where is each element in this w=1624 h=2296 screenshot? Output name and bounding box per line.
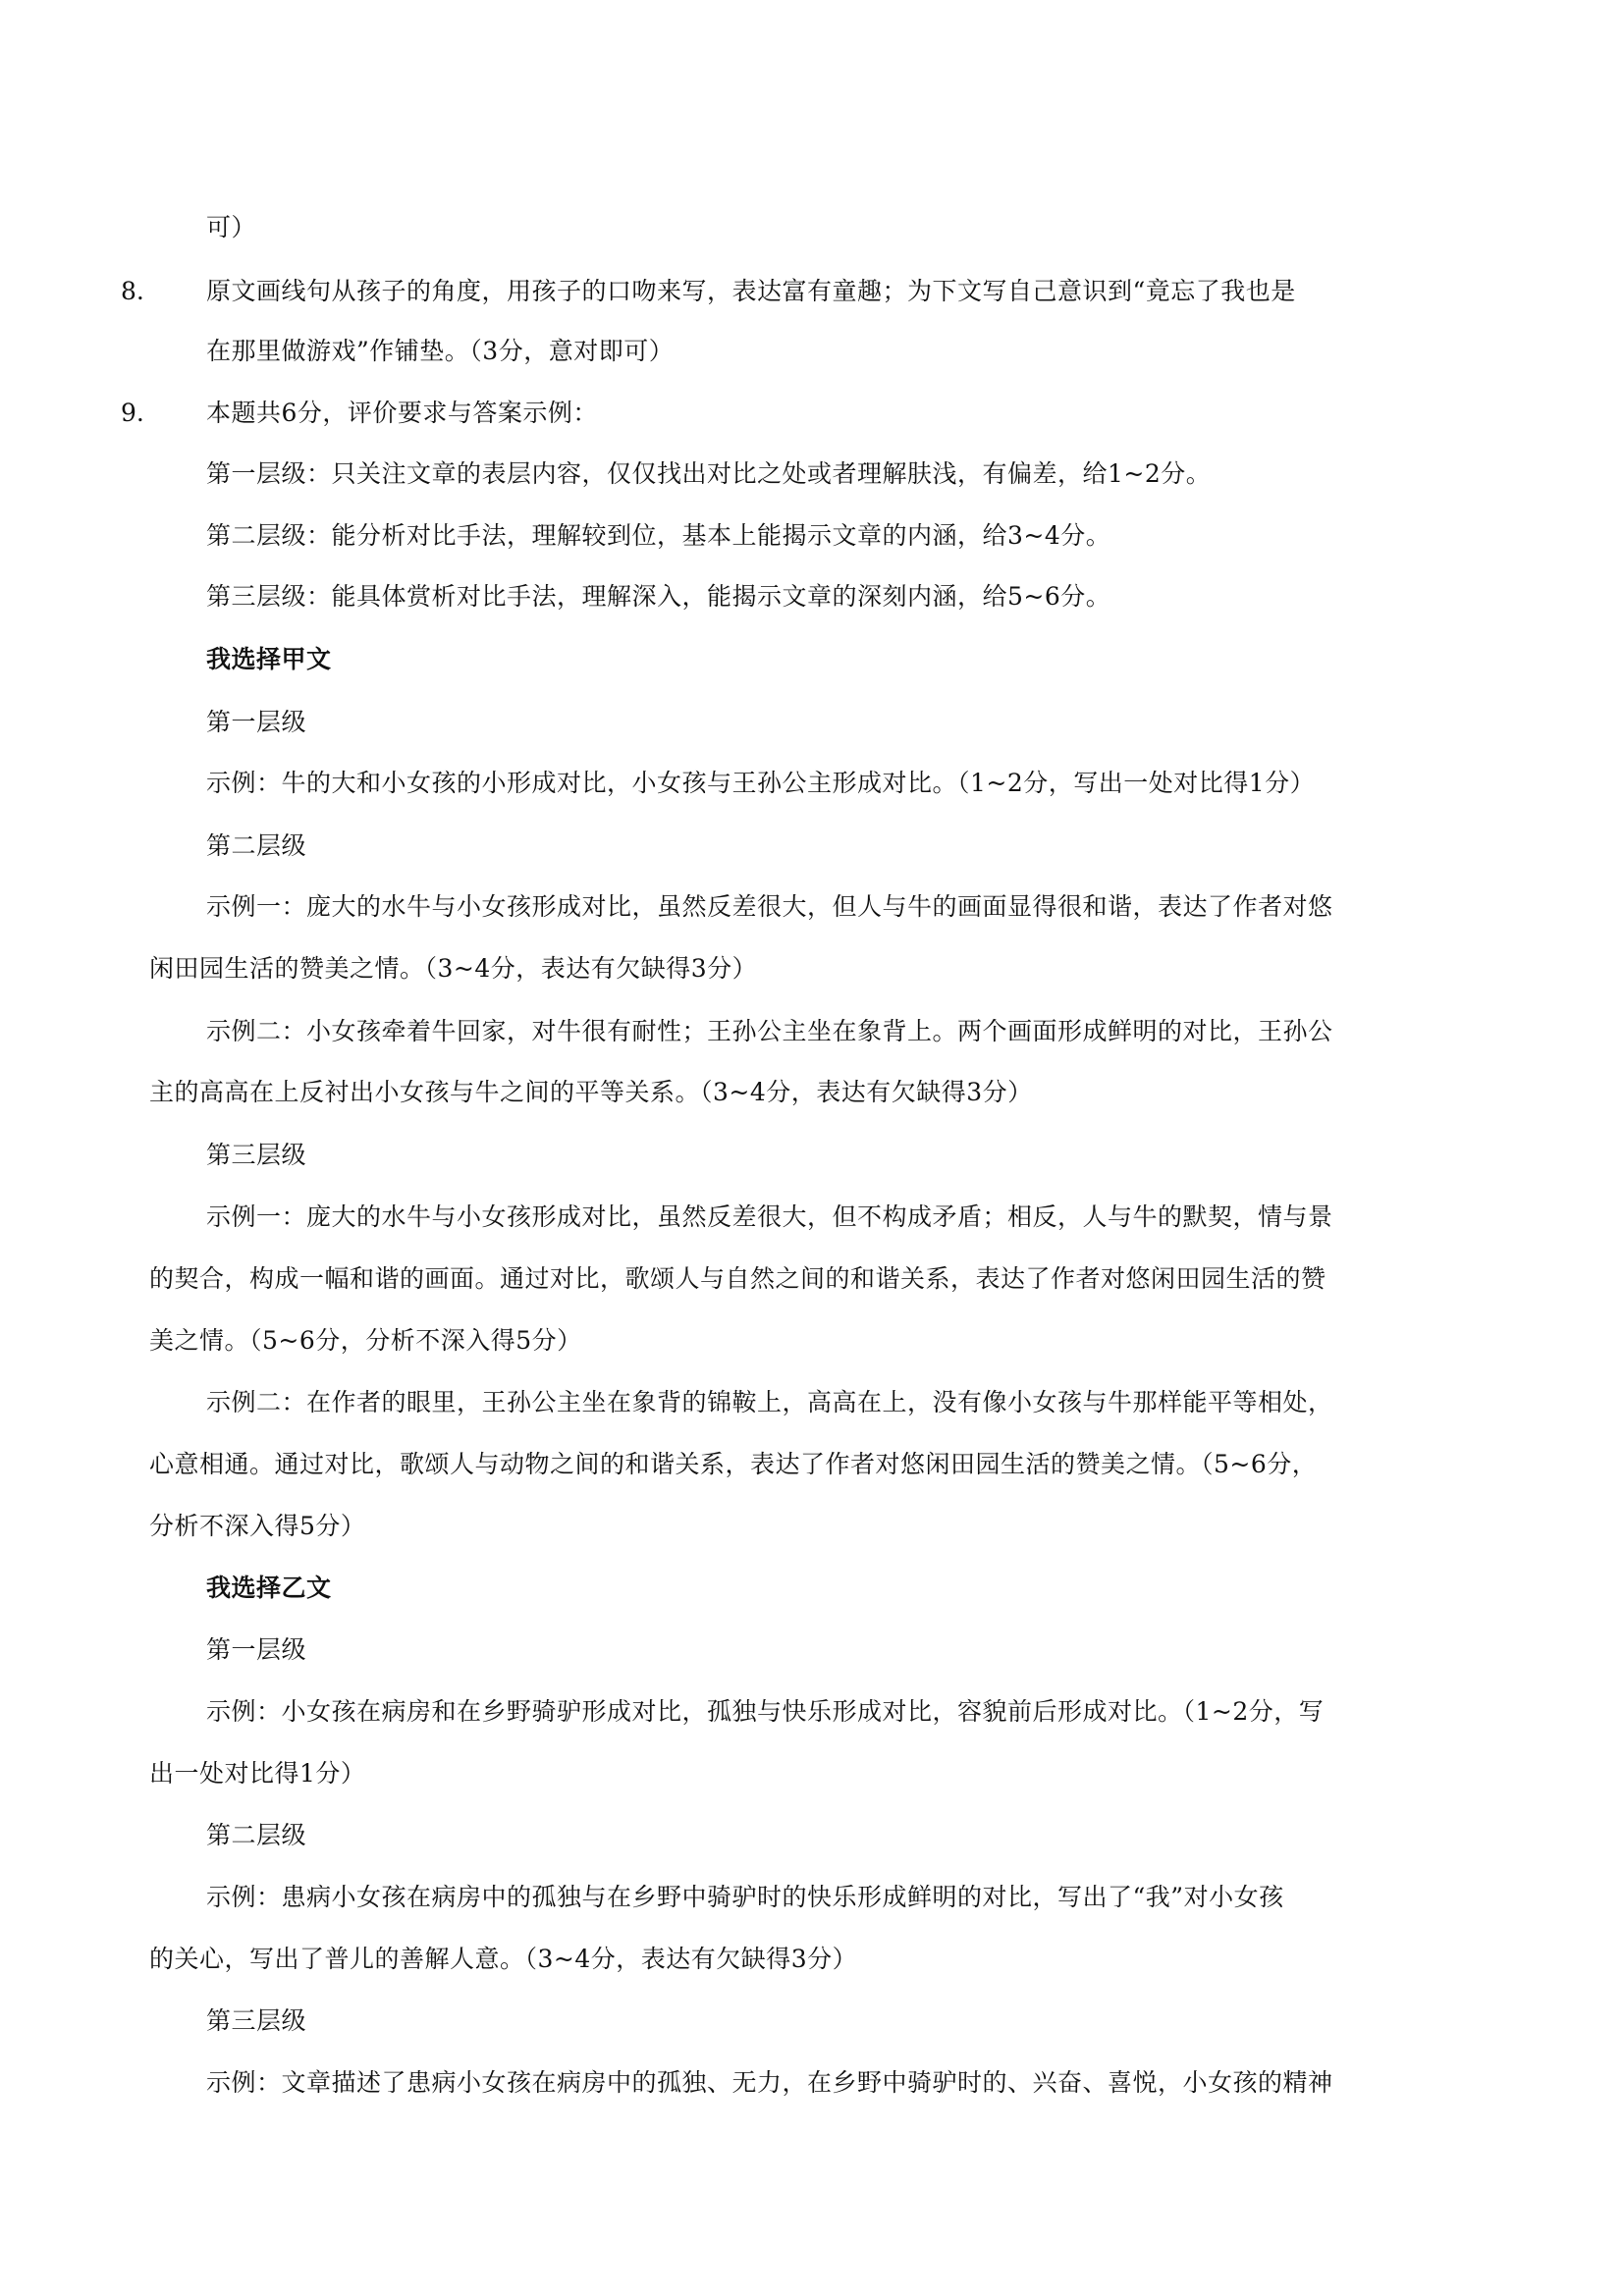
level-heading: 第一层级 <box>206 1635 307 1664</box>
section-heading-a: 我选择甲文 <box>206 645 332 673</box>
question-number: 9. <box>121 399 144 427</box>
level-criterion: 第二层级：能分析对比手法，理解较到位，基本上能揭示文章的内涵，给3~4分。 <box>206 521 1111 550</box>
example-line: 分析不深入得5分） <box>149 1512 366 1540</box>
example-line: 主的高高在上反衬出小女孩与牛之间的平等关系。（3~4分，表达有欠缺得3分） <box>149 1078 1033 1106</box>
example-line: 心意相通。通过对比，歌颂人与动物之间的和谐关系，表达了作者对悠闲田园生活的赞美之情。（5~6分， <box>149 1450 1318 1478</box>
text-line: 在那里做游戏”作铺垫。（3分，意对即可） <box>206 337 675 365</box>
example-line: 的关心，写出了普儿的善解人意。（3~4分，表达有欠缺得3分） <box>149 1945 858 1973</box>
example-line: 闲田园生活的赞美之情。（3~4分，表达有欠缺得3分） <box>149 954 758 983</box>
example-line: 出一处对比得1分） <box>149 1759 366 1788</box>
text-line: 原文画线句从孩子的角度，用孩子的口吻来写，表达富有童趣；为下文写自己意识到“竟忘了我也是 <box>206 277 1296 305</box>
level-heading: 第二层级 <box>206 831 307 860</box>
example-line: 示例二：在作者的眼里，王孙公主坐在象背的锦鞍上，高高在上，没有像小女孩与牛那样能平等相处， <box>206 1388 1333 1416</box>
example-line: 美之情。（5~6分，分析不深入得5分） <box>149 1326 582 1355</box>
example-line: 示例一：庞大的水牛与小女孩形成对比，虽然反差很大，但不构成矛盾；相反，人与牛的默契，情与景 <box>206 1202 1333 1231</box>
example-line: 示例：文章描述了患病小女孩在病房中的孤独、无力，在乡野中骑驴时的、兴奋、喜悦，小女孩的精神 <box>206 2068 1333 2097</box>
example-line: 示例一：庞大的水牛与小女孩形成对比，虽然反差很大，但人与牛的画面显得很和谐，表达了作者对悠 <box>206 892 1333 921</box>
question-number: 8. <box>121 277 144 305</box>
level-criterion: 第三层级：能具体赏析对比手法，理解深入，能揭示文章的深刻内涵，给5~6分。 <box>206 582 1111 611</box>
level-heading: 第三层级 <box>206 2006 307 2035</box>
example-line: 示例：小女孩在病房和在乡野骑驴形成对比，孤独与快乐形成对比，容貌前后形成对比。（1~2分，写 <box>206 1697 1325 1726</box>
level-heading: 第三层级 <box>206 1141 307 1169</box>
text-line: 本题共6分，评价要求与答案示例： <box>206 399 598 427</box>
example-line: 示例：患病小女孩在病房中的孤独与在乡野中骑驴时的快乐形成鲜明的对比，写出了“我”对小女孩 <box>206 1883 1284 1911</box>
level-heading: 第一层级 <box>206 708 307 736</box>
example-line: 的契合，构成一幅和谐的画面。通过对比，歌颂人与自然之间的和谐关系，表达了作者对悠闲田园生活的赞 <box>149 1264 1326 1293</box>
example-line: 示例：牛的大和小女孩的小形成对比，小女孩与王孙公主形成对比。（1~2分，写出一处对比得1分） <box>206 769 1316 797</box>
level-criterion: 第一层级：只关注文章的表层内容，仅仅找出对比之处或者理解肤浅，有偏差，给1~2分。 <box>206 459 1212 488</box>
text-line: 可） <box>206 213 257 241</box>
example-line: 示例二：小女孩牵着牛回家，对牛很有耐性；王孙公主坐在象背上。两个画面形成鲜明的对比，王孙公 <box>206 1017 1333 1045</box>
level-heading: 第二层级 <box>206 1821 307 1849</box>
section-heading-b: 我选择乙文 <box>206 1574 332 1602</box>
